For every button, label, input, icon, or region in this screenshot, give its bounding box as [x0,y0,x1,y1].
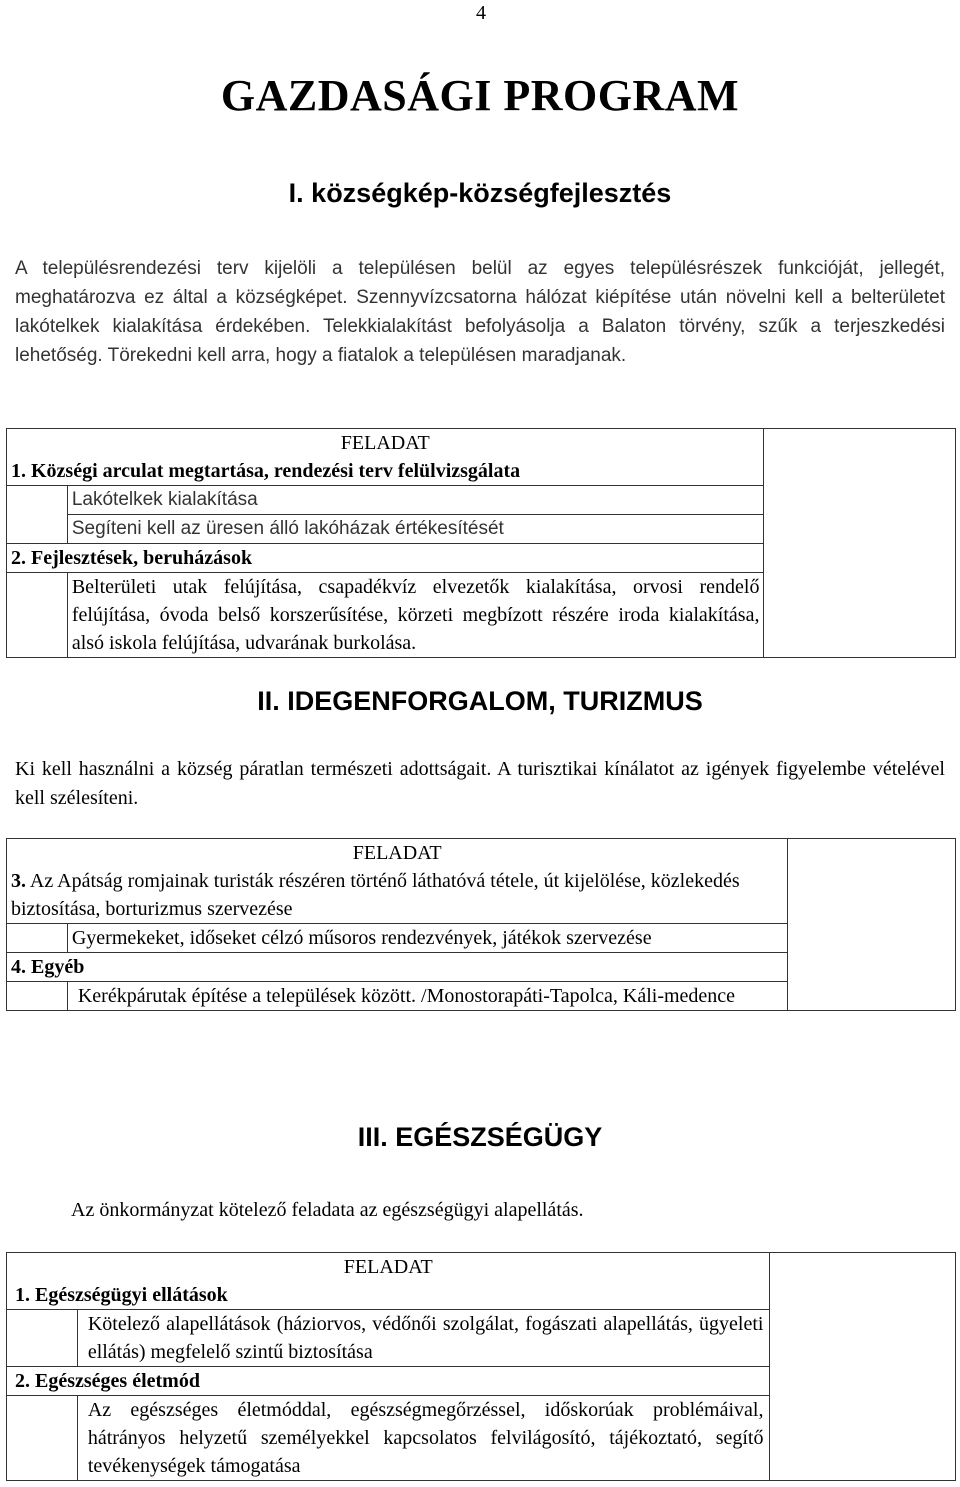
task-table-header: FELADAT [7,429,764,458]
section-3-task-table [6,1252,956,1481]
task-item: Belterületi utak felújítása, csapadékvíz elvezetők kialakítása, orvosi rendelő felújítása, óvoda belső korszerűsítése, körzeti megbízott részére iroda kialakítása, alsó iskola felújítása, udvarának burkolása. [67,573,764,658]
task-heading-2: 2. Egészséges életmód [7,1367,770,1396]
task-indent [7,573,68,658]
section-3-paragraph: Az önkormányzat kötelező feladata az egészségügyi alapellátás. [71,1199,584,1221]
task-heading-3 [7,867,788,924]
document-title: GAZDASÁGI PROGRAM [220,71,740,120]
section-2-title: II. IDEGENFORGALOM, TURIZMUS [257,686,703,716]
task-heading-3-number: 3. [11,870,26,892]
task-indent [7,982,68,1011]
task-item: Segíteni kell az üresen álló lakóházak értékesítését [67,515,764,544]
task-table-side-column [770,1253,956,1481]
section-3-title: III. EGÉSZSÉGÜGY [357,1122,603,1152]
task-heading-2: 2. Fejlesztések, beruházások [7,544,764,573]
task-table-side-column [764,429,956,658]
section-2-paragraph: Ki kell használni a község páratlan természeti adottságait. A turisztikai kínálatot az igények figyelembe vételével kell szélesíteni. [15,758,945,809]
task-item: Lakótelkek kialakítása [67,486,764,515]
task-item: Kerékpárutak építése a települések között. /Monostorapáti-Tapolca, Káli-medence [67,982,788,1011]
task-table-side-column [788,839,956,1011]
task-item: Az egészséges életmóddal, egészségmegőrzéssel, időskorúak problémáival, hátrányos helyzetű személyekkel kapcsolatos felvilágosító, tájékoztató, segítő tevékenységek támogatása [77,1396,770,1481]
task-indent [7,1396,78,1481]
task-indent [7,924,68,953]
section-1-paragraph: A településrendezési terv kijelöli a településen belül az egyes településrészek funkcióját, jellegét, meghatározva ez által a községképet. Szennyvízcsatorna hálózat kiépítése után növelni kell a belterületet lakótelkek kialakítása érdekében. Telekkialakítást befolyásolja a Balaton törvény, szűk a terjeszkedési lehetőség. Törekedni kell arra, hogy a fiatalok a településen maradjanak. [15,258,945,366]
task-item: Kötelező alapellátások (háziorvos, védőnői szolgálat, fogászati alapellátás, ügyeleti ellátás) megfelelő szintű biztosítása [77,1310,770,1367]
section-1-title: I. községkép-községfejlesztés [288,178,672,208]
task-table-header: FELADAT [7,839,788,868]
task-item: Gyermekeket, időseket célzó műsoros rendezvények, játékok szervezése [67,924,788,953]
page-number: 4 [476,2,486,24]
task-table-header: FELADAT [7,1253,770,1282]
task-indent [7,1310,78,1367]
task-heading-1: 1. Egészségügyi ellátások [7,1281,770,1310]
task-indent [7,486,68,544]
section-1-task-table [6,428,956,658]
section-2-task-table [6,838,956,1011]
task-heading-3-text: Az Apátság romjainak turisták részéren történő láthatóvá tétele, út kijelölése, közlekedés biztosítása, borturizmus szervezése [11,870,740,920]
task-heading-1: 1. Községi arculat megtartása, rendezési terv felülvizsgálata [7,457,764,486]
task-heading-4: 4. Egyéb [7,953,788,982]
